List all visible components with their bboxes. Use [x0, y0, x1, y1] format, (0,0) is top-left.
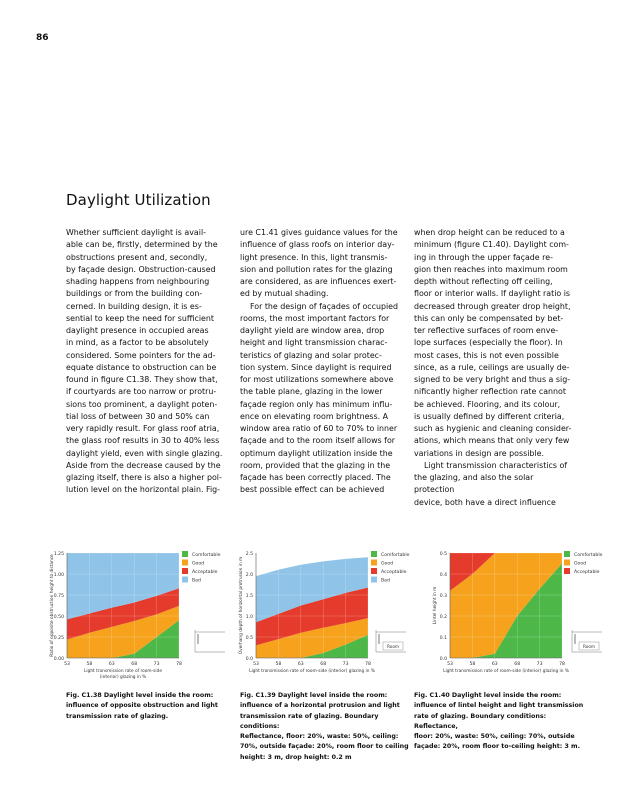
text-line: the glass roof results in 30 to 40% less — [66, 436, 220, 446]
x-tick-label: 73 — [153, 662, 160, 667]
y-tick-label: 0.25 — [53, 636, 64, 641]
caption-text: influence of lintel height and light transmission — [414, 702, 584, 710]
legend-label: Bad — [381, 578, 390, 584]
text-line: this can only be compensated by bet- — [414, 313, 564, 323]
legend-swatch — [182, 577, 188, 583]
text-line: since, as a rule, ceilings are usually de- — [414, 362, 570, 372]
caption-c1-40 — [414, 691, 586, 753]
page-number: 86 — [36, 33, 49, 43]
x-tick-label: 73 — [536, 662, 543, 667]
legend-swatch — [564, 551, 570, 557]
y-tick-label: 1.25 — [53, 552, 64, 557]
y-tick-label: 0.50 — [53, 615, 64, 620]
caption-label: Fig. C1.39 — [240, 692, 276, 699]
text-line: variations in design are possible. — [414, 448, 544, 458]
text-line: most cases, this is not even possible — [414, 350, 559, 360]
y-tick-label: 0.2 — [439, 615, 447, 620]
text-line: when drop height can be reduced to a — [414, 228, 565, 237]
text-line: device, both have a direct influence — [414, 497, 556, 507]
x-tick-label: 68 — [514, 662, 521, 667]
text-line: decreased through greater drop height, — [414, 301, 571, 311]
text-line: ing in through the upper façade re- — [414, 252, 553, 262]
caption-label: Fig. C1.38 — [66, 692, 102, 699]
text-line: ence on elevating room brightness. A — [240, 411, 389, 421]
caption-text: influence of opposite obstruction and light — [66, 702, 218, 710]
text-line: Whether sufficient daylight is avail- — [66, 228, 206, 237]
text-line: in mind, as a factor to be absolutely — [66, 338, 209, 348]
x-tick-label: 78 — [365, 662, 371, 667]
text-line: ter reflective surfaces of room enve- — [414, 326, 559, 335]
legend-swatch — [371, 560, 377, 566]
text-line: signed to be very bright and thus a sig- — [414, 375, 571, 384]
text-line: minimum (figure C1.40). Daylight com- — [414, 240, 569, 250]
y-tick-label: 0.1 — [439, 636, 447, 641]
text-line: nificantly higher reflection rate cannot — [414, 387, 566, 397]
legend-swatch — [371, 551, 377, 557]
text-line: by façade design. Obstruction-caused — [66, 264, 216, 274]
y-tick-label: 2.5 — [245, 552, 253, 557]
text-line: for most utilizations somewhere above — [240, 375, 394, 384]
x-tick-label: 58 — [469, 662, 476, 667]
text-line: equate distance to obstruction can be — [66, 362, 217, 372]
y-tick-label: 0.0 — [245, 657, 253, 662]
legend-label: Acceptable — [192, 570, 218, 575]
text-line: be achieved. Flooring, and its colour, — [414, 399, 561, 409]
caption-text: Reflectance, floor: 20%, waste: 50%, ceiling: — [240, 733, 399, 741]
x-tick-label: 63 — [108, 662, 115, 667]
legend-label: Comfortable — [381, 553, 410, 558]
x-tick-label: 63 — [297, 662, 304, 667]
y-tick-label: 0.4 — [439, 573, 447, 578]
text-line: ure C1.41 gives guidance values for the — [240, 228, 398, 237]
x-tick-label: 58 — [86, 662, 93, 667]
text-line: ations, which means that only very few — [414, 436, 570, 446]
text-line: glazing itself, there is also a higher pol- — [66, 473, 222, 482]
text-line: lution level on the horizontal plain. Fig- — [66, 485, 221, 495]
y-tick-label: 0.3 — [439, 594, 447, 599]
legend-swatch — [182, 551, 188, 557]
text-line: For the design of façades of occupied — [250, 301, 399, 311]
text-line: buildings or from the building con- — [66, 289, 203, 299]
caption-text: Daylight level inside the room: — [101, 692, 214, 699]
caption-text: influence of a horizontal protrusion and light — [240, 702, 400, 710]
caption-text: transmission rate of glazing. Boundary conditions: — [240, 712, 379, 730]
text-line: very rapidly result. For glass roof atria, — [66, 424, 220, 433]
text-line: able can be, firstly, determined by the — [66, 240, 218, 250]
y-tick-label: 1.5 — [245, 594, 253, 599]
text-line: is usually defined by different criteria, — [414, 411, 565, 421]
x-tick-label: 53 — [253, 662, 259, 667]
text-line: façade and to the room itself allows for — [240, 436, 396, 446]
y-tick-label: 0.75 — [53, 594, 64, 599]
text-line: gion then reaches into maximum room — [414, 264, 568, 274]
text-line: if courtyards are too narrow or protru- — [66, 387, 217, 397]
text-line: floor or interior walls. If daylight ratio is — [414, 289, 571, 299]
legend-label: Good — [574, 561, 587, 567]
y-axis-label: Overhang depth of horizontal protrusion in m — [239, 556, 244, 655]
text-line: such as hygienic and cleaning consider- — [414, 424, 572, 433]
x-axis-label: Light transmission rate of room-side (interior) glazing in % — [249, 669, 375, 674]
caption-text: transmission rate of glazing. — [66, 712, 169, 720]
text-line: height and light transmission charac- — [240, 338, 388, 348]
text-line: Aside from the decrease caused by the — [66, 460, 221, 470]
chart-c1-40 — [404, 548, 616, 688]
y-tick-label: 0.5 — [245, 636, 253, 641]
text-line: sions too prominent, a daylight poten- — [66, 399, 218, 409]
page-title: Daylight Utilization — [66, 191, 211, 210]
y-tick-label: 0.00 — [53, 657, 64, 662]
text-line: light presence. In this, light transmis- — [240, 252, 388, 262]
x-axis-label: Light transmission rate of room-side (interior) glazing in % — [443, 669, 569, 674]
chart-c1-39 — [208, 548, 420, 688]
legend-label: Bad — [192, 578, 201, 584]
x-tick-label: 78 — [176, 662, 182, 667]
caption-text: façade: 20%, room floor to-ceiling height: 3 m. — [414, 743, 581, 751]
text-line: shading happens from neighbouring — [66, 277, 210, 286]
text-line: façade has been correctly placed. The — [240, 473, 391, 482]
body-column-2 — [240, 227, 401, 497]
text-line: sential to keep the need for sufficient — [66, 313, 214, 323]
caption-label: Fig. C1.40 — [414, 692, 450, 699]
legend-label: Acceptable — [381, 570, 407, 575]
text-line: teristics of glazing and solar protec- — [240, 350, 382, 360]
text-line: the table plane, glazing in the lower — [240, 387, 383, 397]
x-tick-label: 53 — [64, 662, 70, 667]
y-tick-label: 1.00 — [53, 573, 64, 578]
x-tick-label: 78 — [559, 662, 565, 667]
legend-swatch — [564, 560, 570, 566]
text-line: tion system. Since daylight is required — [240, 362, 392, 372]
caption-c1-38 — [66, 691, 238, 722]
x-tick-label: 63 — [491, 662, 498, 667]
text-line: optimum daylight utilization inside the — [240, 448, 393, 458]
caption-text: floor: 20%, waste: 50%, ceiling: 70%, outside — [414, 733, 575, 741]
text-line: influence of glass roofs on interior day- — [240, 240, 395, 250]
text-line: façade region only has minimum influ- — [240, 399, 393, 409]
text-line: are considered, as are influences exert- — [240, 277, 397, 286]
y-tick-label: 2.0 — [245, 573, 253, 578]
legend-swatch — [182, 560, 188, 566]
inset-window — [574, 634, 576, 644]
text-line: depth without reflecting off ceiling, — [414, 277, 553, 286]
inset-room-label: Room — [387, 644, 399, 649]
text-line: daylight presence in occupied areas — [66, 326, 209, 335]
text-line: cerned. In building design, it is es- — [66, 301, 202, 311]
caption-text: rate of glazing. Boundary conditions: Reflectance, — [414, 712, 547, 730]
text-line: sion and pollution rates for the glazing — [240, 264, 393, 274]
y-tick-label: 0.5 — [439, 552, 447, 557]
legend-swatch — [371, 577, 377, 583]
caption-text: height: 3 m, drop height: 0.2 m — [240, 753, 352, 761]
text-line: lope surfaces (especially the floor). In — [414, 338, 563, 348]
text-line: rooms, the most important factors for — [240, 313, 390, 323]
legend-label: Good — [192, 561, 205, 567]
chart-c1-38 — [30, 548, 225, 688]
x-tick-label: 68 — [320, 662, 327, 667]
figure-c1-38 — [30, 548, 225, 688]
body-column-3 — [414, 227, 575, 509]
legend-label: Comfortable — [574, 553, 603, 558]
y-tick-label: 0.0 — [439, 657, 447, 662]
caption-text: Daylight level inside the room: — [275, 692, 388, 699]
caption-text: 70%, outside façade: 20%, room floor to ceiling — [240, 743, 409, 751]
text-line: obstructions present and, secondly, — [66, 252, 208, 262]
y-axis-label: Lintel height in m — [433, 586, 438, 625]
x-axis-label: (interior) glazing in % — [99, 675, 147, 680]
legend-swatch — [564, 568, 570, 574]
y-tick-label: 1.0 — [245, 615, 253, 620]
legend-swatch — [182, 568, 188, 574]
inset-window — [197, 634, 199, 644]
inset-window — [378, 634, 380, 644]
text-line: daylight yield, even with single glazing. — [66, 448, 223, 458]
figure-c1-39 — [208, 548, 420, 688]
body-column-1 — [66, 227, 227, 497]
text-line: best possible effect can be achieved — [240, 485, 385, 495]
text-line: window area ratio of 60 to 70% to inner — [240, 424, 398, 433]
legend-label: Comfortable — [192, 553, 221, 558]
text-line: Light transmission characteristics of — [424, 460, 568, 470]
legend-label: Good — [381, 561, 394, 567]
caption-c1-39 — [240, 691, 412, 763]
text-line: daylight yield are window area, drop — [240, 326, 385, 335]
x-tick-label: 58 — [275, 662, 282, 667]
x-tick-label: 73 — [342, 662, 349, 667]
legend-swatch — [371, 568, 377, 574]
text-line: ed by mutual shading. — [240, 289, 329, 299]
y-axis-label: Ratio of opposite obstruction height to distance — [50, 554, 55, 657]
caption-text: Daylight level inside the room: — [449, 692, 562, 699]
inset-room-label: Room — [583, 644, 595, 649]
text-line: the glazing, and also the solar protection — [414, 473, 534, 495]
text-line: tial loss of between 30 and 50% can — [66, 411, 210, 421]
x-tick-label: 68 — [131, 662, 138, 667]
x-tick-label: 53 — [447, 662, 453, 667]
text-line: room, provided that the glazing in the — [240, 460, 391, 470]
x-axis-label: Light transmission rate of room-side — [84, 669, 162, 674]
figure-c1-40 — [404, 548, 616, 688]
legend-label: Acceptable — [574, 570, 600, 575]
text-line: found in figure C1.38. They show that, — [66, 375, 218, 384]
text-line: considered. Some pointers for the ad- — [66, 350, 216, 360]
